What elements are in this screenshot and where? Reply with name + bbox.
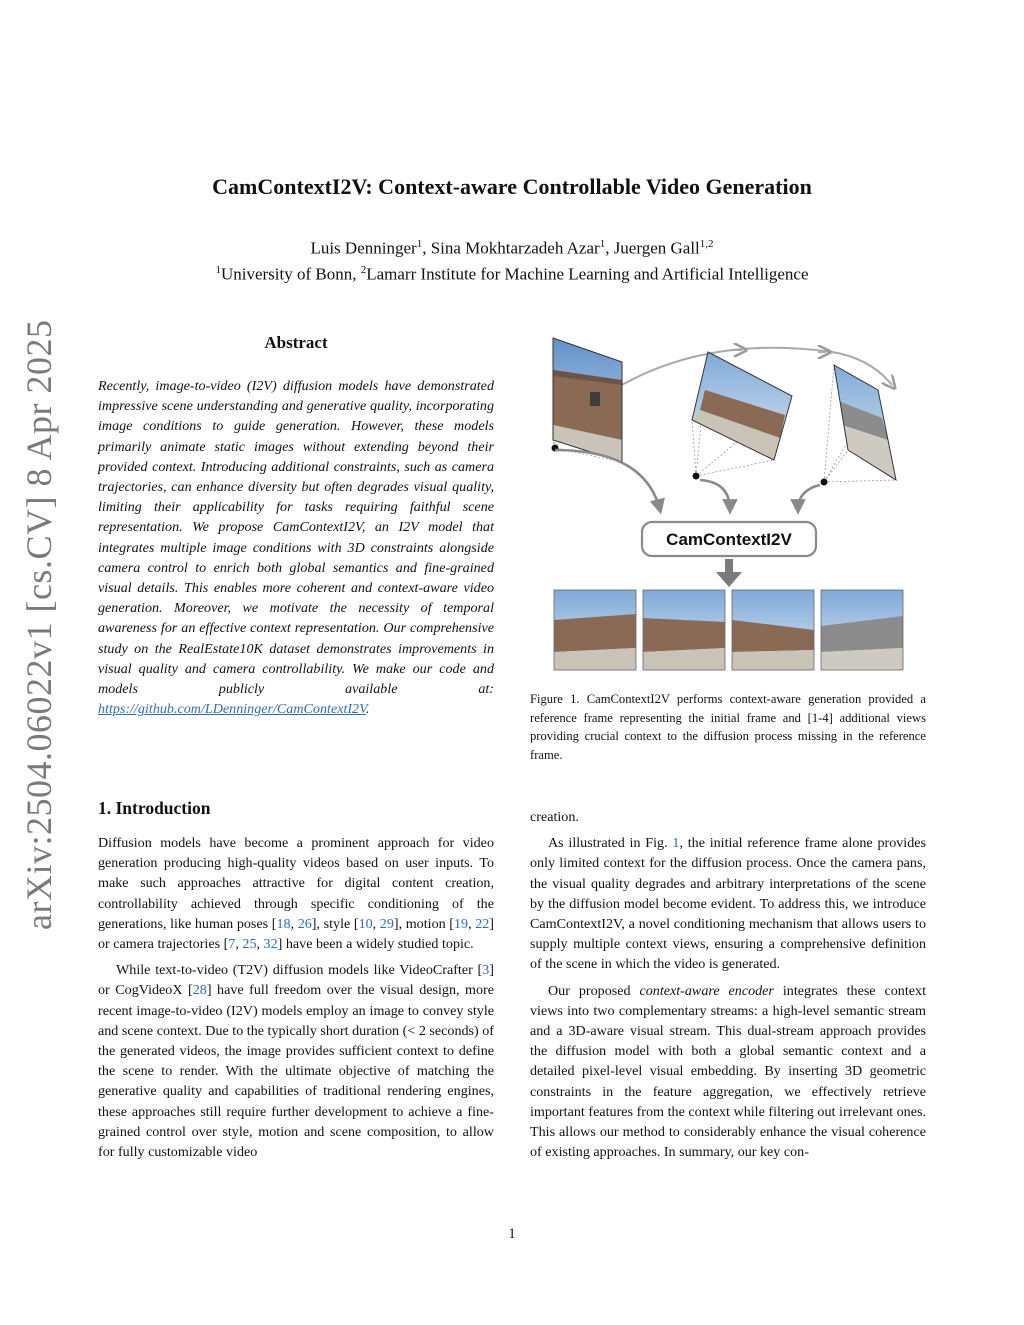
author-name: Juergen Gall — [613, 238, 700, 258]
text-run: , — [235, 936, 243, 953]
text-run: , — [256, 936, 264, 953]
citation-link[interactable]: 22 — [475, 915, 490, 932]
paragraph — [530, 833, 926, 974]
text-run: ] or camera trajectories [ — [98, 915, 494, 953]
right-column-text — [530, 807, 926, 1162]
citation-link[interactable]: 28 — [192, 982, 207, 999]
paragraph — [530, 981, 926, 1163]
input-arrow — [798, 485, 820, 510]
citation-link[interactable]: 7 — [228, 936, 236, 953]
affiliation-name: Lamarr Institute for Machine Learning and Artificial Intelligence — [366, 264, 809, 284]
abstract-end: . — [365, 701, 370, 718]
text-run: , — [468, 915, 476, 932]
separator: , — [352, 264, 361, 284]
author-name: Luis Denninger — [310, 238, 417, 258]
abstract-heading: Abstract — [264, 333, 328, 352]
output-frame — [821, 590, 903, 670]
separator: , — [422, 238, 431, 258]
author-affiliation-mark: 1,2 — [699, 238, 714, 250]
figure-reference-link[interactable]: 1 — [672, 835, 680, 852]
abstract-body: Recently, image-to-video (I2V) diffusion models have demonstrated impressive scene understanding and generative quality, incorporating image conditions to guide generation. However, these models primarily animate static images without extending beyond their provided context. Introducing additional constraints, such as camera trajectories, can enhance diversity but often degrades visual quality, limiting their applicability for tasks requiring faithful scene representation. We propose CamContextI2V, an I2V model that integrates multiple image conditions with 3D constraints alongside camera control to enrich both global semantics and fine-grained visual details. This enables more coherent and context-aware video generation. Moreover, we motivate the necessity of temporal awareness for an effective context representation. Our comprehensive study on the RealEstate10K dataset demonstrates improvements in visual quality and camera controllability. We make our code and models publicly available at: — [98, 378, 494, 698]
page-number: 1 — [508, 1226, 516, 1242]
camera-center-dot — [821, 479, 828, 486]
text-run: ], motion [ — [393, 915, 454, 932]
text-run: , — [372, 915, 380, 932]
text-run: ] or CogVideoX [ — [98, 962, 494, 999]
output-frame — [554, 590, 636, 670]
text-run: integrates these context views into two complementary streams: a high-level semantic stream and a 3D-aware visual stream. This dual-stream approach provides the diffusion model with both a global semantic context and a detailed pixel-level visual embedding. By inserting 3D geometric constraints in the feature aggregation, we effectively retrieve important features from the context while filtering out irrelevant ones. This allows our method to considerably enhance the visual coherence of existing approaches. In summary, our key con- — [530, 982, 926, 1161]
paragraph — [98, 960, 494, 1162]
text-run: As illustrated in Fig. — [548, 835, 673, 852]
citation-link[interactable]: 19 — [453, 915, 469, 932]
output-arrow-head — [716, 572, 742, 587]
text-run: While text-to-video (T2V) diffusion models like VideoCrafter [ — [116, 962, 483, 979]
text-run: , — [290, 915, 298, 932]
text-run: ], style [ — [311, 915, 359, 932]
text-run: ] have been a widely studied topic. — [277, 936, 474, 953]
reference-view-image — [550, 335, 630, 465]
separator: , — [605, 238, 614, 258]
affiliation-mark: 1 — [215, 264, 221, 276]
left-column-text — [98, 833, 494, 1162]
context-view-image — [690, 350, 795, 465]
context-view-image — [830, 360, 900, 485]
code-link[interactable]: https://github.com/LDenninger/CamContextI2V — [98, 701, 366, 718]
affiliation-list — [0, 264, 1024, 285]
output-frame — [732, 590, 814, 670]
camera-center-dot — [693, 473, 700, 480]
citation-link[interactable]: 3 — [482, 962, 490, 979]
output-frames — [554, 590, 903, 670]
output-arrow-shaft — [725, 559, 733, 573]
citation-link[interactable]: 32 — [263, 936, 278, 953]
section-heading-introduction: 1. Introduction — [98, 798, 211, 818]
author-affiliation-mark: 1 — [416, 238, 423, 250]
text-run: ] have full freedom over the visual design, more recent image-to-video (I2V) models employ an image to convey style and scene context. Due to the typically short duration (< 2 seconds) of the generated videos, the image provides sufficient context to define the scene to render. With the ultimate objective of matching the generative quality and capabilities of traditional rendering engines, these approaches still require further development to achieve a fine-grained control over style, motion and scene composition, to allow for fully customizable video — [98, 982, 495, 1161]
output-frame — [643, 590, 725, 670]
text-run: Diffusion models have become a prominent approach for video generation producing high-quality videos based on user inputs. To make such approaches attractive for digital content creation, controllability achieved through specific conditioning of the generations, like human poses [ — [98, 835, 494, 932]
affiliation-mark: 2 — [360, 264, 367, 276]
arxiv-identifier: arXiv:2504.06022v1 [cs.CV] 8 Apr 2025 — [19, 319, 59, 930]
citation-link[interactable]: 18 — [276, 915, 291, 932]
figure-1 — [530, 330, 930, 680]
author-affiliation-mark: 1 — [599, 238, 606, 250]
author-list — [0, 238, 1024, 259]
paper-title: CamContextI2V: Context-aware Controllable Video Generation — [212, 174, 812, 199]
affiliation-name: University of Bonn — [220, 264, 353, 284]
figure-caption: Figure 1. CamContextI2V performs context-aware generation provided a reference frame representing the initial frame and [1-4] additional views providing crucial context to the diffusion process missing in the reference frame. — [530, 692, 926, 762]
citation-link[interactable]: 10 — [358, 915, 373, 932]
paragraph — [98, 833, 494, 954]
text-run: Our proposed — [548, 982, 640, 999]
citation-link[interactable]: 25 — [242, 936, 257, 953]
abstract-text — [98, 376, 494, 719]
citation-link[interactable]: 29 — [379, 915, 394, 932]
citation-link[interactable]: 26 — [297, 915, 312, 932]
author-name: Sina Mokhtarzadeh Azar — [430, 238, 600, 258]
model-label: CamContextI2V — [666, 530, 792, 549]
input-arrow — [700, 480, 730, 510]
emphasis: context-aware encoder — [639, 982, 774, 999]
paragraph-continuation: creation. — [530, 809, 579, 825]
text-run: , the initial reference frame alone provides only limited context for the diffusion process. Once the camera pans, the visual quality degrades and arbitrary interpretations of the scene by the diffusion model become evident. To address this, we introduce CamContextI2V, a novel conditioning mechanism that allows users to supply multiple context views, ensuring a comprehensive definition of the scene in which the video is generated. — [530, 835, 926, 973]
